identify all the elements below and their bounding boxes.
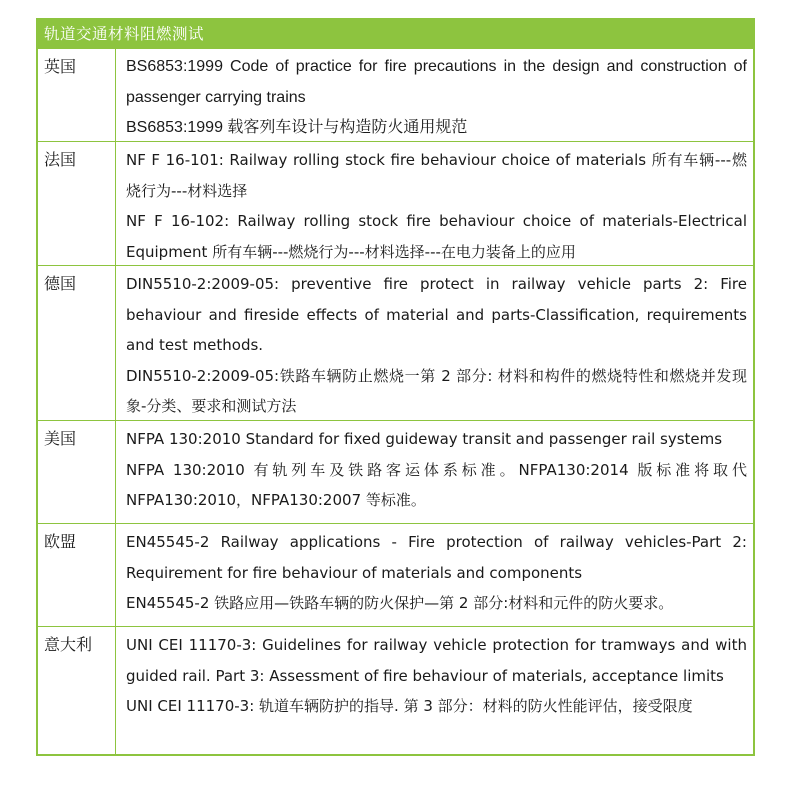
table-title: 轨道交通材料阻燃测试 <box>38 20 753 48</box>
country-label: 德国 <box>38 266 116 420</box>
row-content <box>116 421 753 523</box>
country-label: 意大利 <box>38 627 116 754</box>
standard-entry: BS6853:1999 Code of practice for fire precautions in the design and construction of passenger carrying trains <box>126 58 747 106</box>
standard-entry: NF F 16-102: Railway rolling stock fire behaviour choice of materials-Electrical Equipment 所有车辆---燃烧行为---材料选择---在电力装备上的应用 <box>126 212 747 261</box>
standard-entry: DIN5510-2:2009-05:铁路车辆防止燃烧一第 2 部分: 材料和构件的燃烧特性和燃烧并发现象-分类、要求和测试方法 <box>126 366 747 415</box>
standard-entry: NFPA 130:2010 有轨列车及铁路客运体系标准。NFPA130:2014 版标准将取代NFPA130:2010，NFPA130:2007 等标准。 <box>126 460 747 509</box>
standard-entry: EN45545-2 铁路应用—铁路车辆的防火保护—第 2 部分:材料和元件的防火要求。 <box>126 594 674 612</box>
table-row-uk <box>38 48 753 141</box>
country-label: 法国 <box>38 142 116 265</box>
row-content <box>116 627 753 754</box>
standard-entry: UNI CEI 11170-3: Guidelines for railway vehicle protection for tramways and with guided rail. Part 3: Assessment of fire behaviour of materials, acceptance limits <box>126 636 747 685</box>
country-label: 美国 <box>38 421 116 523</box>
row-content <box>116 266 753 420</box>
row-content <box>116 49 753 141</box>
standard-entry: BS6853:1999 载客列车设计与构造防火通用规范 <box>126 119 468 136</box>
standard-entry: DIN5510-2:2009-05: preventive fire protect in railway vehicle parts 2: Fire behaviour and fireside effects of material and parts-Classification, requirements and test methods. <box>126 275 747 354</box>
standard-entry: EN45545-2 Railway applications - Fire protection of railway vehicles-Part 2: Requirement for fire behaviour of materials and components <box>126 533 747 582</box>
table-row-italy <box>38 626 753 754</box>
table-row-germany <box>38 265 753 420</box>
standard-entry: UNI CEI 11170-3: 轨道车辆防护的指导. 第 3 部分：材料的防火性能评估，接受限度 <box>126 697 693 715</box>
table-row-france <box>38 141 753 265</box>
standard-entry: NF F 16-101: Railway rolling stock fire behaviour choice of materials 所有车辆---燃烧行为---材料选择 <box>126 151 747 200</box>
standards-table <box>36 18 755 756</box>
table-row-usa <box>38 420 753 523</box>
standard-entry: NFPA 130:2010 Standard for fixed guideway transit and passenger rail systems <box>126 430 723 448</box>
country-label: 欧盟 <box>38 524 116 626</box>
country-label: 英国 <box>38 49 116 141</box>
row-content <box>116 524 753 626</box>
table-row-eu <box>38 523 753 626</box>
row-content <box>116 142 753 265</box>
